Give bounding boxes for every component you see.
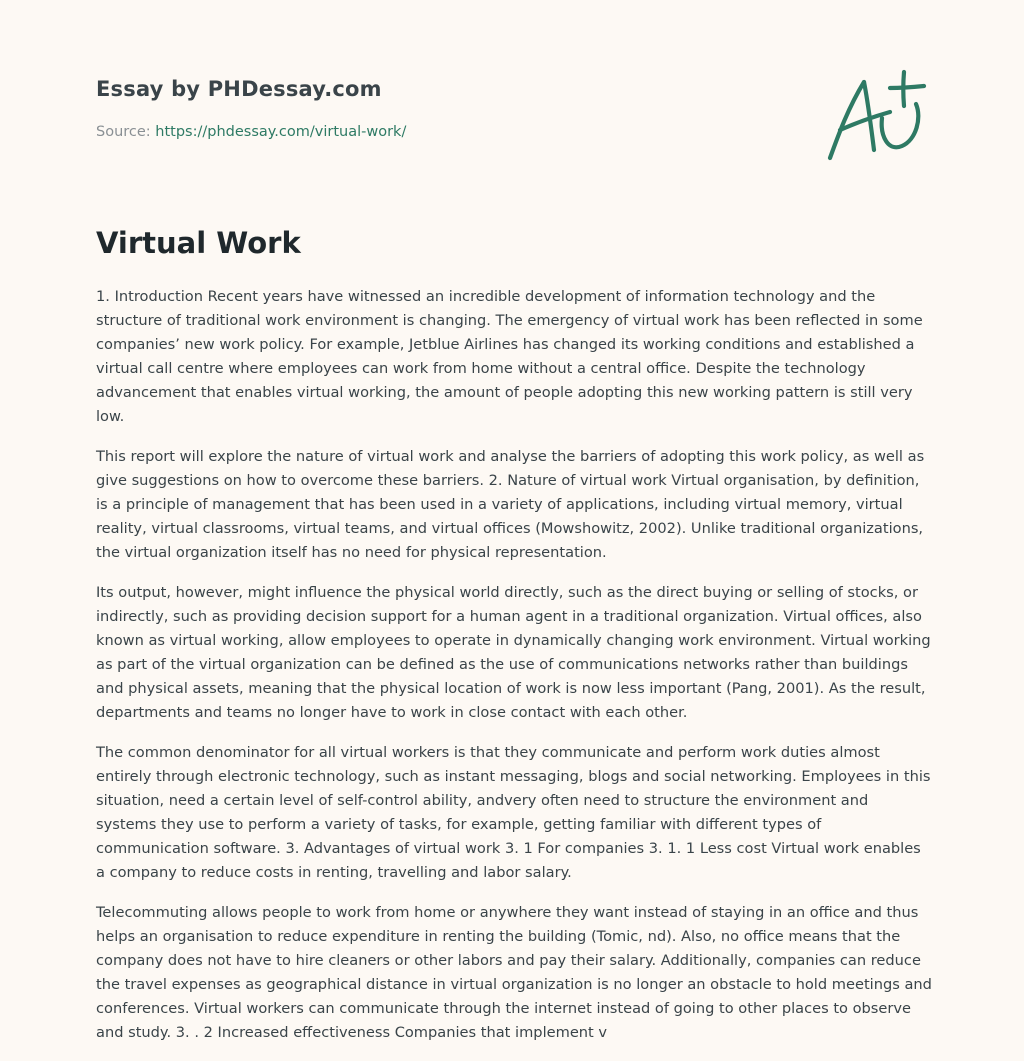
essay-body — [96, 285, 932, 1061]
source-line — [96, 124, 406, 140]
essay-paragraph: Telecommuting allows people to work from home or anywhere they want instead of staying in an office and thus helps an organisation to reduce expenditure in renting the building (Tomic, nd). Also, no office means that the company does not have to hire cleaners or other labors and pay their salary. Additionally, companies can reduce the travel expenses as geographical distance in virtual organization is no longer an obstacle to hold meetings and conferences. Virtual workers can communicate through the internet instead of going to other places to observe and study. 3. . 2 Increased effectiveness Companies that implement v — [96, 904, 932, 1041]
a-plus-logo-icon — [824, 66, 930, 166]
essay-title: Virtual Work — [96, 226, 301, 260]
source-link[interactable]: https://phdessay.com/virtual-work/ — [155, 124, 407, 140]
brand-title: Essay by PHDessay.com — [96, 77, 382, 101]
essay-paragraph: 1. Introduction Recent years have witnessed an incredible development of information technology and the structure of traditional work environment is changing. The emergency of virtual work has been reflected in some companies’ new work policy. For example, Jetblue Airlines has changed its working conditions and established a virtual call centre where employees can work from home without a central office. Despite the technology advancement that enables virtual working, the amount of people adopting this new working pattern is still very low. — [96, 288, 923, 425]
essay-paragraph: This report will explore the nature of virtual work and analyse the barriers of adopting this work policy, as well as give suggestions on how to overcome these barriers. 2. Nature of virtual work Virtual organisation, by definition, is a principle of management that has been used in a variety of applications, including virtual memory, virtual reality, virtual classrooms, virtual teams, and virtual offices (Mowshowitz, 2002). Unlike traditional organizations, the virtual organization itself has no need for physical representation. — [96, 448, 925, 561]
essay-paragraph: The common denominator for all virtual workers is that they communicate and perform work duties almost entirely through electronic technology, such as instant messaging, blogs and social networking. Employees in this situation, need a certain level of self-control ability, andvery often need to structure the environment and systems they use to perform a variety of tasks, for example, getting familiar with different types of communication software. 3. Advantages of virtual work 3. 1 For companies 3. 1. 1 Less cost Virtual work enables a company to reduce costs in renting, travelling and labor salary. — [96, 744, 931, 881]
essay-paragraph: Its output, however, might influence the physical world directly, such as the direct buying or selling of stocks, or indirectly, such as providing decision support for a human agent in a traditional organization. Virtual offices, also known as virtual working, allow employees to operate in dynamically changing work environment. Virtual working as part of the virtual organization can be defined as the use of communications networks rather than buildings and physical assets, meaning that the physical location of work is now less important (Pang, 2001). As the result, departments and teams no longer have to work in close contact with each other. — [96, 584, 931, 721]
source-label: Source: — [96, 124, 156, 140]
